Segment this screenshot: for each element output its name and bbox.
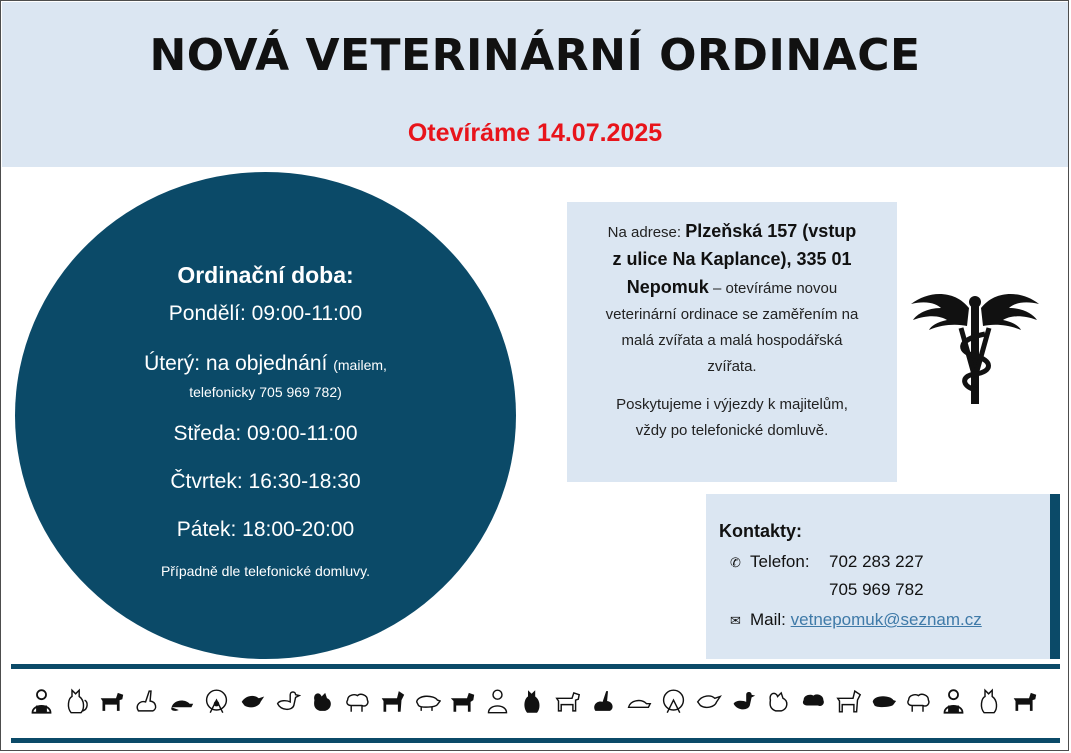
dog-icon — [98, 686, 125, 716]
hours-friday: Pátek: 18:00-20:00 — [176, 518, 355, 541]
bird-icon — [239, 686, 266, 716]
address-town: Nepomuk — [626, 277, 709, 297]
hours-thursday: Čtvrtek: 16:30-18:30 — [170, 470, 361, 493]
address-box — [567, 202, 897, 482]
cow-icon — [449, 686, 476, 716]
address-entrance: z ulice Na Kaplance), 335 01 — [612, 249, 852, 269]
phone-label: Telefon: — [750, 552, 810, 571]
bird-icon — [695, 686, 722, 716]
address-prefix: Na adrese: — [607, 224, 686, 241]
contacts-title: Kontakty: — [719, 521, 803, 541]
rat-icon — [168, 686, 195, 716]
opening-date: Otevíráme 14.07.2025 — [407, 119, 663, 147]
phone-icon: ✆ — [730, 555, 741, 570]
envelope-icon: ✉ — [730, 613, 741, 628]
hours-tuesday-main: Úterý: na objednání — [144, 352, 328, 375]
goat-icon — [379, 686, 406, 716]
hours-note: Případně dle telefonické domluvy. — [160, 563, 371, 579]
hamster-wheel-icon — [203, 686, 230, 716]
contacts-box — [706, 494, 1060, 659]
cat-icon — [63, 686, 90, 716]
address-desc-3: zvířata. — [707, 358, 757, 375]
sheep-icon — [344, 686, 371, 716]
dog-icon — [554, 686, 581, 716]
phone-number-1: 702 283 227 — [829, 552, 924, 571]
animal-icons-strip — [28, 683, 1038, 719]
phone-number-2: 705 969 782 — [829, 580, 924, 599]
pig-icon — [870, 686, 897, 716]
rat-icon — [625, 686, 652, 716]
veterinarian-icon — [28, 686, 55, 716]
opening-hours-circle — [15, 172, 516, 659]
veterinarian-icon — [484, 686, 511, 716]
cat-icon — [519, 686, 546, 716]
hours-tuesday-contact: (mailem, — [333, 357, 387, 373]
rooster-icon — [309, 686, 336, 716]
dog-icon — [1011, 686, 1038, 716]
address-paragraph — [577, 218, 887, 380]
services-line-1: Poskytujeme i výjezdy k majitelům, — [616, 396, 848, 413]
opening-hours-title: Ordinační doba: — [177, 262, 354, 288]
hours-monday: Pondělí: 09:00-11:00 — [168, 302, 363, 325]
services-line-2: vždy po telefonické domluvě. — [635, 422, 829, 439]
page-title: NOVÁ VETERINÁRNÍ ORDINACE — [149, 30, 921, 81]
address-street: Plzeňská 157 (vstup — [685, 221, 857, 241]
duck-icon — [730, 686, 757, 716]
email-link[interactable]: vetnepomuk@seznam.cz — [790, 610, 982, 629]
cat-icon — [976, 686, 1003, 716]
hours-tuesday — [15, 352, 516, 376]
rabbit-icon — [133, 686, 160, 716]
goat-icon — [835, 686, 862, 716]
phone-row — [730, 552, 810, 572]
veterinarian-icon — [940, 686, 967, 716]
address-desc-2: malá zvířata a malá hospodářská — [621, 332, 843, 349]
hours-tuesday-phone: telefonicky 705 969 782) — [189, 384, 342, 400]
services-paragraph — [577, 392, 887, 444]
ram-icon — [905, 686, 932, 716]
header-banner — [2, 2, 1068, 167]
divider-top — [11, 664, 1060, 669]
mail-row — [730, 610, 982, 630]
pig-icon — [414, 686, 441, 716]
hamster-wheel-icon — [660, 686, 687, 716]
rabbit-icon — [590, 686, 617, 716]
address-desc-1: veterinární ordinace se zaměřením na — [605, 306, 859, 323]
hours-wednesday: Středa: 09:00-11:00 — [173, 422, 358, 445]
sheep-icon — [800, 686, 827, 716]
caduceus-icon — [907, 286, 1043, 408]
duck-icon — [274, 686, 301, 716]
mail-label: Mail: — [750, 610, 786, 629]
divider-bottom — [11, 738, 1060, 743]
address-intro: – otevíráme novou — [708, 280, 838, 297]
rooster-icon — [765, 686, 792, 716]
